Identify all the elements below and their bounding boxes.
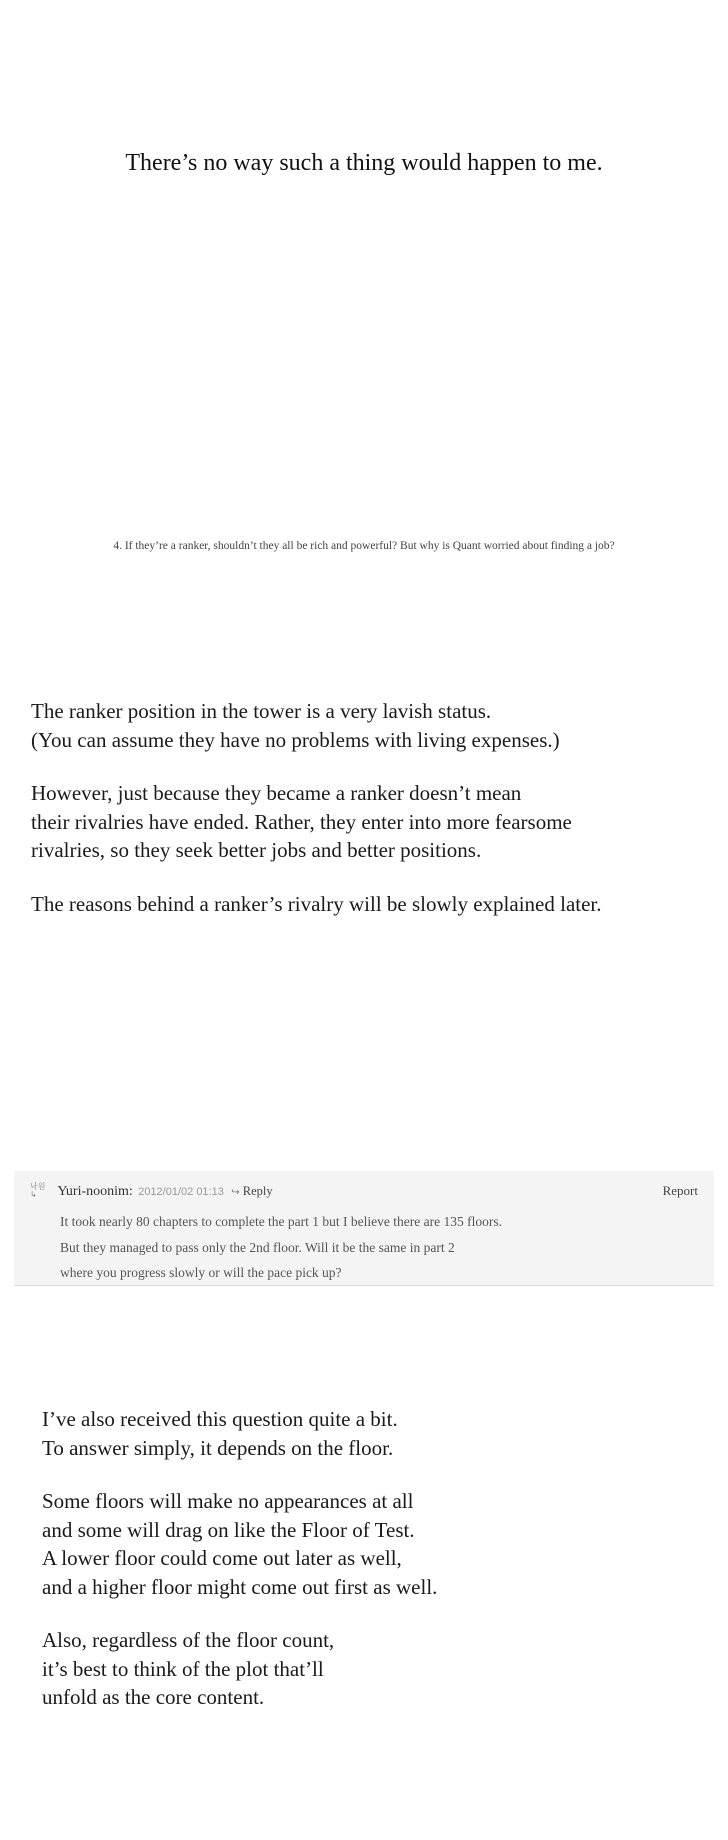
comment-box bbox=[14, 1171, 714, 1286]
answer-line: The ranker position in the tower is a very lavish status. bbox=[31, 699, 492, 723]
user-level-icon bbox=[30, 1183, 48, 1199]
reply-line: I’ve also received this question quite a bit. bbox=[42, 1407, 398, 1431]
answer-line: The reasons behind a ranker’s rivalry will be slowly explained later. bbox=[31, 891, 602, 916]
reply-arrow-icon: ↪ bbox=[231, 1187, 240, 1198]
answer-paragraph bbox=[31, 697, 711, 754]
answer-line: their rivalries have ended. Rather, they enter into more fearsome bbox=[31, 809, 572, 834]
reply-paragraph bbox=[42, 1626, 682, 1712]
reply-line: it’s best to think of the plot that’ll bbox=[42, 1656, 324, 1681]
user-level-icon-top: 낙원 bbox=[30, 1182, 46, 1191]
reply-block bbox=[42, 1405, 682, 1737]
reply-line: Also, regardless of the floor count, bbox=[42, 1628, 335, 1652]
report-button[interactable]: Report bbox=[662, 1183, 698, 1198]
answer-line: (You can assume they have no problems with living expenses.) bbox=[31, 727, 560, 752]
comment-date: 2012/01/02 01:13 bbox=[138, 1186, 224, 1198]
question-text: 4. If they’re a ranker, shouldn’t they all be rich and powerful? But why is Quant worried about finding a job? bbox=[113, 540, 615, 552]
answer-line: However, just because they became a ranker doesn’t mean bbox=[31, 781, 522, 805]
answer-line: rivalries, so they seek better jobs and better positions. bbox=[31, 838, 482, 862]
answer-block bbox=[31, 697, 711, 943]
reply-line: Some floors will make no appearances at all bbox=[42, 1489, 414, 1513]
comment-body bbox=[60, 1209, 680, 1286]
reply-line: To answer simply, it depends on the floor. bbox=[42, 1435, 394, 1460]
comment-header bbox=[30, 1183, 273, 1200]
reply-paragraph bbox=[42, 1487, 682, 1601]
reply-line: and some will drag on like the Floor of Test. bbox=[42, 1517, 415, 1542]
comment-line: But they managed to pass only the 2nd floor. Will it be the same in part 2 bbox=[60, 1239, 455, 1255]
comment-author[interactable]: Yuri-noonim: bbox=[57, 1184, 133, 1199]
headline: There’s no way such a thing would happen to me. bbox=[125, 150, 603, 176]
comment-line: It took nearly 80 chapters to complete the part 1 but I believe there are 135 floors. bbox=[60, 1214, 502, 1229]
reply-label: Reply bbox=[242, 1184, 273, 1198]
reply-line: unfold as the core content. bbox=[42, 1685, 265, 1709]
answer-paragraph bbox=[31, 779, 711, 865]
user-level-icon-bottom: ↳ bbox=[30, 1190, 37, 1199]
reply-button[interactable] bbox=[231, 1184, 272, 1198]
reply-paragraph bbox=[42, 1405, 682, 1462]
comment-line: where you progress slowly or will the pace pick up? bbox=[60, 1265, 342, 1280]
answer-paragraph bbox=[31, 890, 711, 919]
reply-line: and a higher floor might come out first as well. bbox=[42, 1574, 438, 1599]
reply-line: A lower floor could come out later as well, bbox=[42, 1546, 402, 1570]
